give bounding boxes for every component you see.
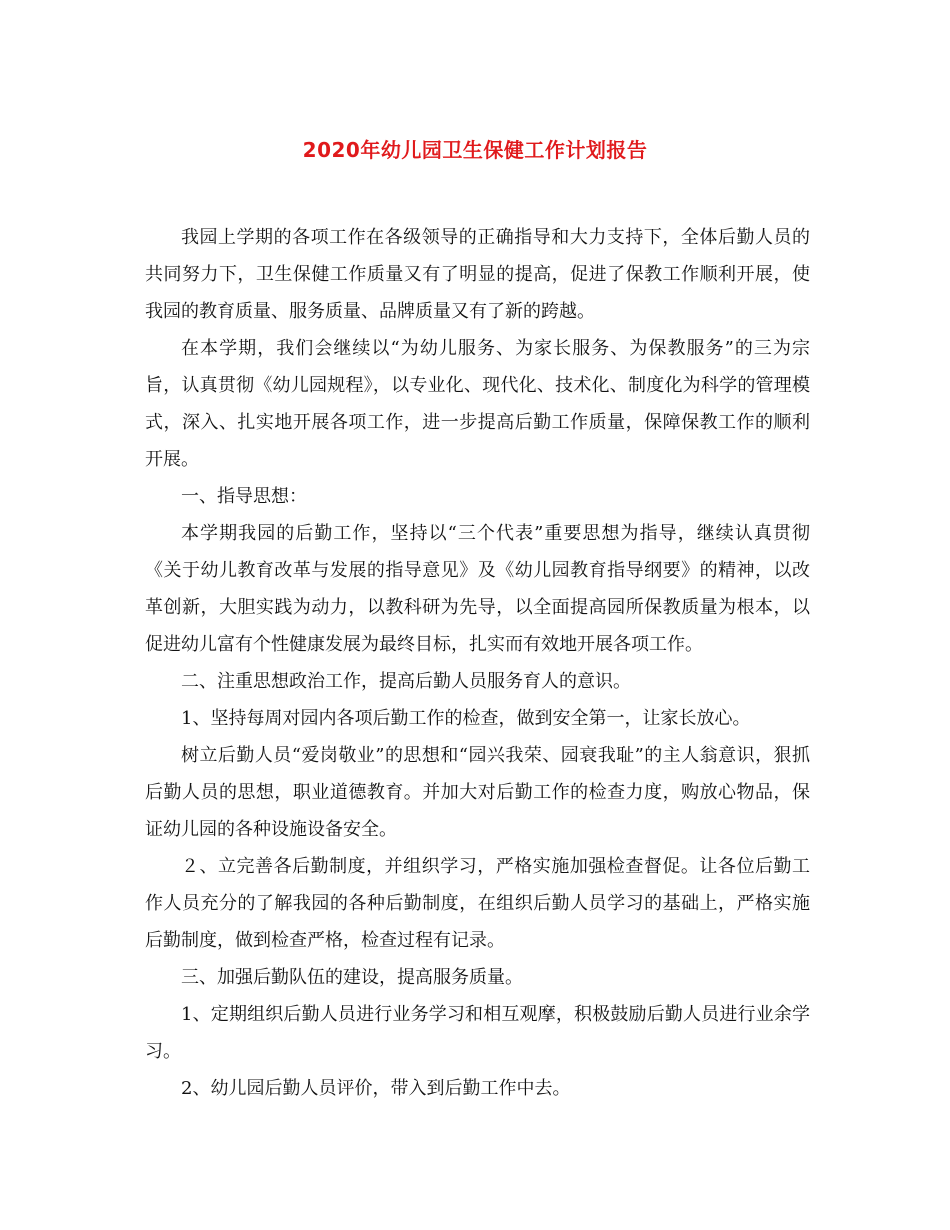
document-body	[145, 219, 810, 1107]
list-item: 1、坚持每周对园内各项后勤工作的检查，做到安全第一，让家长放心。	[181, 708, 751, 729]
paragraph: 本学期我园的后勤工作，坚持以“三个代表”重要思想为指导，继续认真贯彻《关于幼儿教育改革与发展的指导意见》及《幼儿园教育指导纲要》的精神，以改革创新，大胆实践为动力，以教科研为先导，以全面提高园所保教质量为根本，以促进幼儿富有个性健康发展为最终目标，扎实而有效地开展各项工作。	[145, 523, 810, 655]
paragraph: 我园上学期的各项工作在各级领导的正确指导和大力支持下，全体后勤人员的共同努力下，卫生保健工作质量又有了明显的提高，促进了保教工作顺利开展，使我园的教育质量、服务质量、品牌质量又有了新的跨越。	[145, 227, 810, 322]
list-item: 1、定期组织后勤人员进行业务学习和相互观摩，积极鼓励后勤人员进行业余学习。	[145, 1004, 810, 1062]
section-heading: 一、指导思想：	[181, 486, 307, 507]
document-title: 2020年幼儿园卫生保健工作计划报告	[302, 138, 648, 162]
paragraph: 树立后勤人员“爱岗敬业”的思想和“园兴我荣、园衰我耻”的主人翁意识，狠抓后勤人员的思想，职业道德教育。并加大对后勤工作的检查力度，购放心物品，保证幼儿园的各种设施设备安全。	[145, 745, 810, 840]
section-heading: 三、加强后勤队伍的建设，提高服务质量。	[181, 967, 523, 988]
section-heading: 二、注重思想政治工作，提高后勤人员服务育人的意识。	[181, 671, 631, 692]
list-item: ２、立完善各后勤制度，并组织学习，严格实施加强检查督促。让各位后勤工作人员充分的了解我园的各种后勤制度，在组织后勤人员学习的基础上，严格实施后勤制度，做到检查严格，检查过程有记录。	[145, 856, 810, 951]
paragraph: 在本学期，我们会继续以“为幼儿服务、为家长服务、为保教服务”的三为宗旨，认真贯彻《幼儿园规程》，以专业化、现代化、技术化、制度化为科学的管理模式，深入、扎实地开展各项工作，进一步提高后勤工作质量，保障保教工作的顺利开展。	[145, 338, 810, 470]
list-item: 2、幼儿园后勤人员评价，带入到后勤工作中去。	[181, 1078, 571, 1099]
